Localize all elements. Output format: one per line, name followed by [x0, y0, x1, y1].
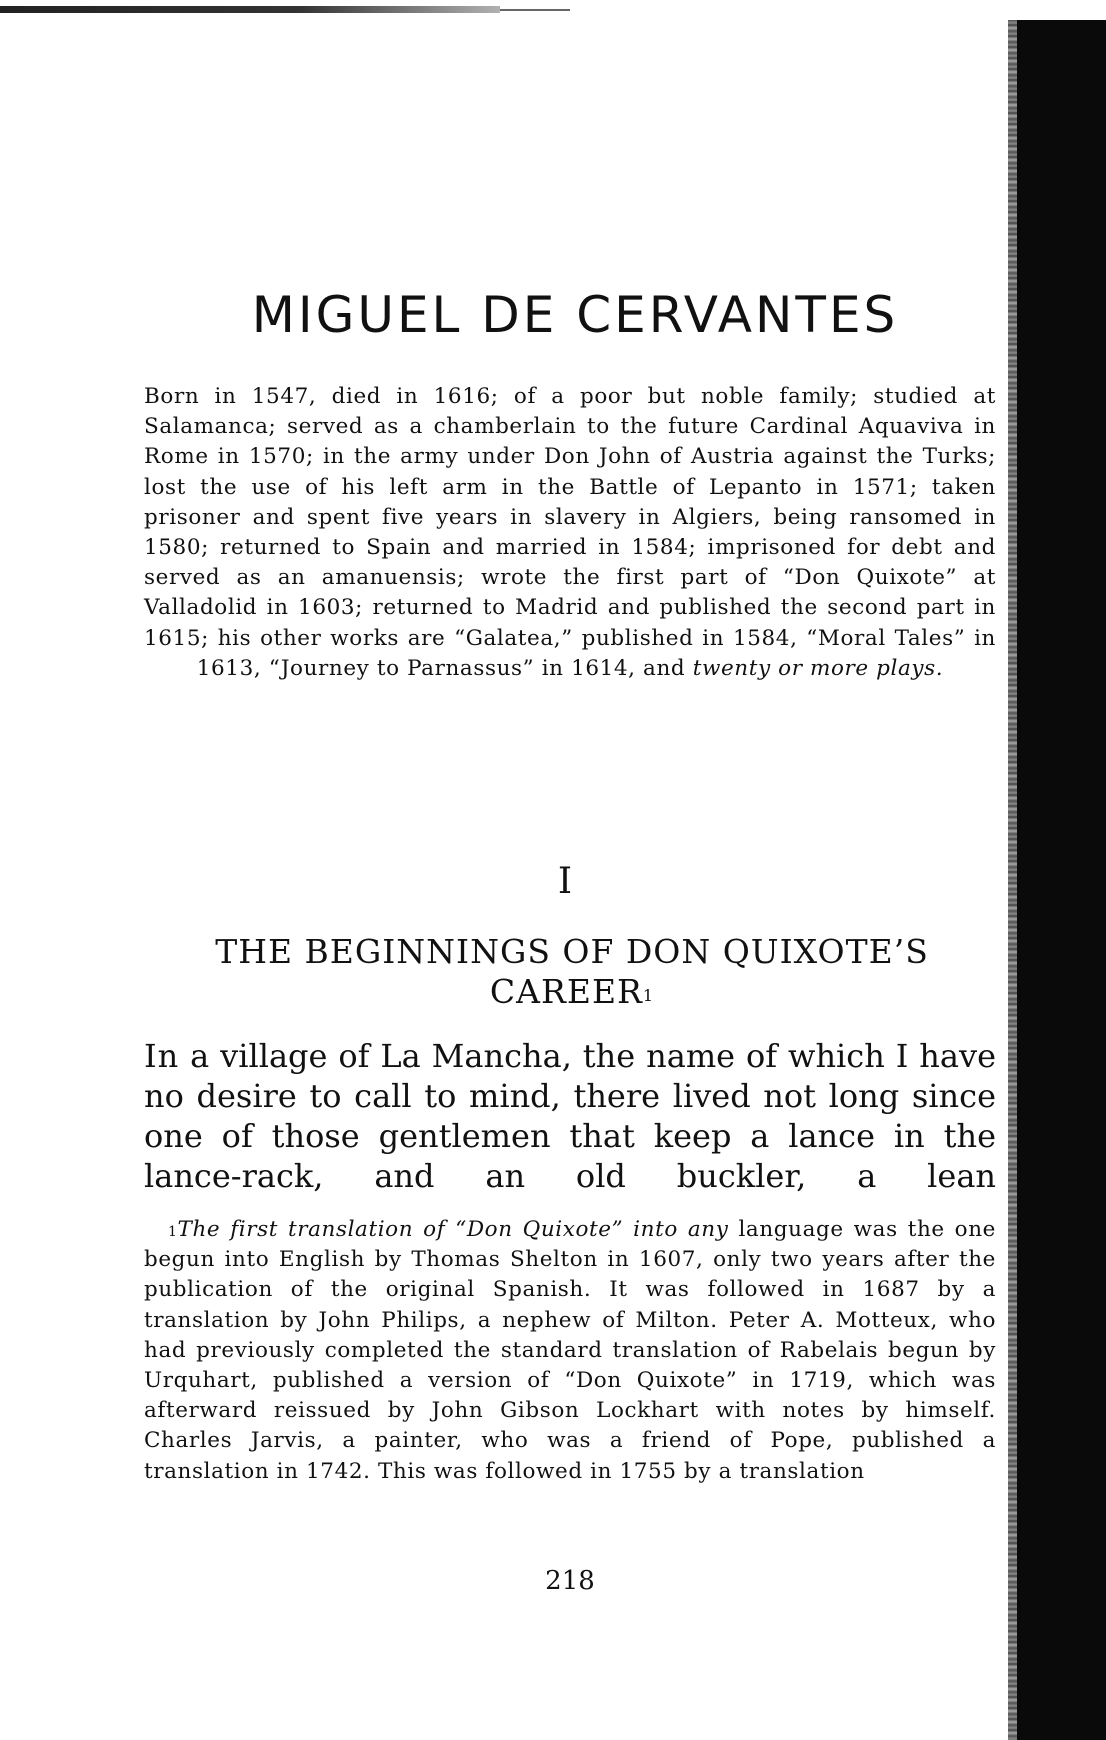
footnote-italic-lead: The first translation of “Don Quixote” into any: [177, 1217, 729, 1242]
lead-word: In: [144, 1037, 180, 1075]
chapter-opening-paragraph: [144, 1036, 996, 1196]
book-binding-shadow: [1017, 20, 1106, 1740]
biography-ending: twenty or more plays.: [692, 655, 944, 681]
chapter-title-text: THE BEGINNINGS OF DON QUIXOTE’S CAREER: [215, 932, 929, 1011]
footnote-text: language was the one begun into English by Thomas Shelton in 1607, only two years after the publication of the original Spanish. It was followed in 1687 by a translation by John Philips, a nephew of Milton. Peter A. Motteux, who had previously completed the standard translation of Rabelais begun by Urquhart, published a version of “Don Quixote” in 1719, which was afterward reissued by John Gibson Lockhart with notes by himself. Charles Jarvis, a painter, who was a friend of Pope, published a translation in 1742. This was followed in 1755 by a translation: [144, 1217, 997, 1484]
author-title: MIGUEL DE CERVANTES: [251, 286, 899, 344]
chapter-numeral: I: [557, 861, 573, 902]
author-biography: [144, 382, 996, 684]
biography-main-text: Born in 1547, died in 1616; of a poor but noble family; studied at Salamanca; served as a chamberlain to the future Cardinal Aquaviva in Rome in 1570; in the army under Don John of Austria against the Turks; lost the use of his left arm in the Battle of Lepanto in 1571; taken prisoner and spent five years in slavery in Algiers, being ransomed in 1580; returned to Spain and married in 1584; imprisoned for debt and served as an amanuensis; wrote the first part of “Don Quixote” at Valladolid in 1603; returned to Madrid and published the second part in 1615; his other works are “Galatea,” published in 1584, “Moral Tales” in 1613, “Journey to Parnassus” in 1614, and: [144, 384, 996, 681]
scan-top-rule: [0, 6, 500, 13]
footnote-mark: 1: [168, 1224, 178, 1240]
scan-top-rule-tail: [500, 9, 570, 11]
chapter-footnote-reference: 1: [642, 986, 655, 1005]
page-number: 218: [545, 1566, 595, 1596]
opening-text: a village of La Mancha, the name of which I have no desire to call to mind, there lived not long since one of those gentlemen that keep a lance in the lance-rack, and an old buckler, a lean: [144, 1037, 996, 1195]
chapter-title: [150, 932, 994, 1012]
footnote: [144, 1215, 996, 1487]
